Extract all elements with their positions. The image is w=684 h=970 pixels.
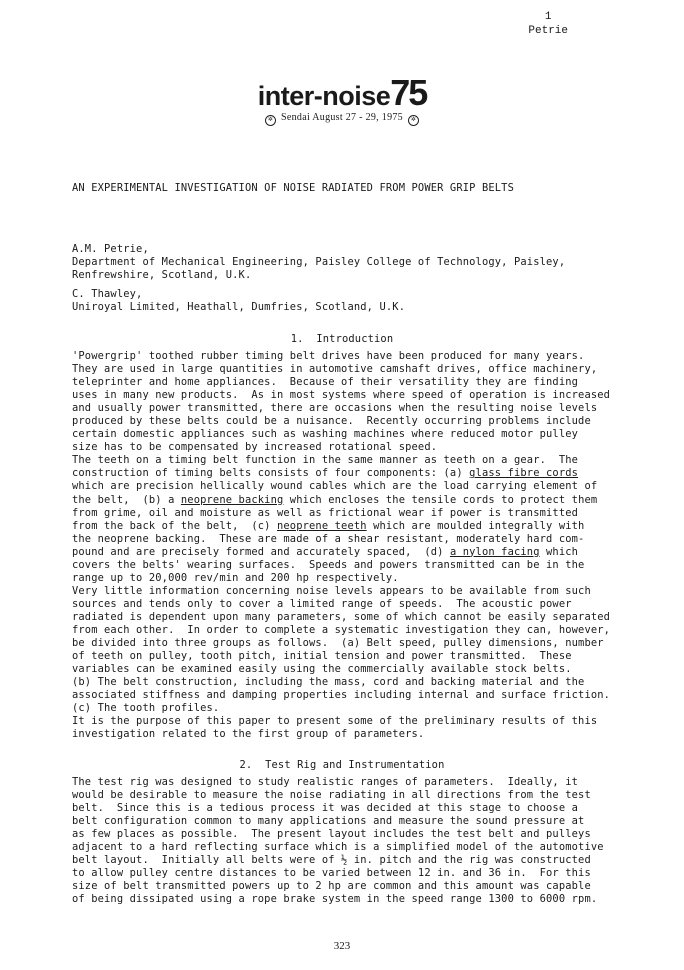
body-line: would be desirable to measure the noise radiating in all directions from the test bbox=[72, 789, 591, 802]
body-line: construction of timing belts consists of four components: (a) glass fibre cords bbox=[72, 467, 579, 480]
body-line: belt. Since this is a tedious process it was decided at this stage to choose a bbox=[72, 802, 579, 815]
logo-word: inter-noise bbox=[257, 81, 391, 111]
body-line: uses in many new products. As in most systems where speed of operation is increased bbox=[72, 389, 611, 402]
author-block bbox=[72, 243, 565, 314]
emblem-icon: ✲ bbox=[265, 115, 276, 126]
body-line: radiated is dependent upon many parameters, some of which cannot be easily separated bbox=[72, 610, 611, 623]
author-affiliation: Uniroyal Limited, Heathall, Dumfries, Scotland, U.K. bbox=[72, 301, 406, 314]
section-heading: 2. Test Rig and Instrumentation bbox=[239, 759, 445, 771]
body-line: It is the purpose of this paper to present some of the preliminary results of this bbox=[72, 715, 598, 728]
logo-subtitle bbox=[0, 112, 684, 126]
author-affiliation: Department of Mechanical Engineering, Paisley College of Technology, Paisley, bbox=[72, 256, 566, 269]
body-line: from grime, oil and moisture as well as frictional wear if power is transmitted bbox=[72, 506, 579, 519]
body-line: investigation related to the first group of parameters. bbox=[72, 728, 425, 741]
body-line: certain domestic appliances such as washing machines where reduced motor pulley bbox=[72, 428, 579, 441]
author-name: A.M. Petrie, bbox=[72, 243, 149, 255]
logo-number: 75 bbox=[390, 72, 427, 113]
paper-title: AN EXPERIMENTAL INVESTIGATION OF NOISE RADIATED FROM POWER GRIP BELTS bbox=[72, 182, 514, 194]
header-author: Petrie bbox=[528, 25, 568, 37]
author-name: C. Thawley, bbox=[72, 288, 143, 301]
body-line: the belt, (b) a neoprene backing which encloses the tensile cords to protect them bbox=[72, 493, 598, 506]
body-line: range up to 20,000 rev/min and 200 hp respectively. bbox=[72, 571, 399, 584]
body-line: belt layout. Initially all belts were of ½ in. pitch and the rig was constructed bbox=[72, 854, 591, 867]
body-line: teleprinter and home appliances. Because of their versatility they are finding bbox=[72, 376, 579, 389]
underlined-term: neoprene backing bbox=[180, 493, 284, 506]
body-line: produced by these belts could be a nuisance. Recently occurring problems include bbox=[72, 415, 591, 428]
body-line: The teeth on a timing belt function in the same manner as teeth on a gear. The bbox=[72, 454, 579, 467]
body-line: to allow pulley centre distances to be varied between 12 in. and 36 in. For this bbox=[72, 867, 591, 880]
page-footer-number: 323 bbox=[333, 940, 351, 952]
body-line: Very little information concerning noise levels appears to be available from such bbox=[72, 584, 591, 597]
body-line: from the back of the belt, (c) neoprene teeth which are moulded integrally with bbox=[72, 519, 585, 532]
body-line: size of belt transmitted powers up to 2 hp are common and this amount was capable bbox=[72, 880, 591, 893]
body-line: be divided into three groups as follows. (a) Belt speed, pulley dimensions, number bbox=[72, 637, 604, 650]
body-line: The test rig was designed to study realistic ranges of parameters. Ideally, it bbox=[72, 776, 579, 788]
body-line: covers the belts' wearing surfaces. Speeds and powers transmitted can be in the bbox=[72, 558, 585, 571]
underlined-term: neoprene teeth bbox=[276, 519, 367, 532]
page-header bbox=[528, 10, 568, 38]
section-body bbox=[72, 350, 610, 741]
body-line: of being dissipated using a rope brake system in the speed range 1300 to 6000 rpm. bbox=[72, 893, 598, 906]
body-line: belt configuration common to many applications and measure the sound pressure at bbox=[72, 815, 585, 828]
emblem-icon: ✲ bbox=[408, 115, 419, 126]
underlined-term: glass fibre cords bbox=[469, 467, 579, 480]
body-line: They are used in large quantities in automotive camshaft drives, office machinery, bbox=[72, 363, 598, 376]
author-affiliation: Renfrewshire, Scotland, U.K. bbox=[72, 269, 252, 282]
body-line: (c) The tooth profiles. bbox=[72, 702, 220, 715]
body-line: pound and are precisely formed and accurately spaced, (d) a nylon facing which bbox=[72, 545, 579, 558]
body-line: variables can be examined easily using the commercially available stock belts. bbox=[72, 663, 572, 676]
underlined-term: a nylon facing bbox=[449, 545, 540, 558]
body-line: as few places as possible. The present layout includes the test belt and pulleys bbox=[72, 828, 591, 841]
conference-logo bbox=[0, 72, 684, 126]
body-line: sources and tends only to cover a limited range of speeds. The acoustic power bbox=[72, 597, 572, 610]
body-line: the neoprene backing. These are made of a shear resistant, moderately hard com- bbox=[72, 532, 585, 545]
body-line: 'Powergrip' toothed rubber timing belt drives have been produced for many years. bbox=[72, 350, 585, 362]
body-line: associated stiffness and damping properties including internal and surface friction. bbox=[72, 689, 611, 702]
header-page-number: 1 bbox=[544, 11, 552, 23]
body-line: adjacent to a hard reflecting surface which is a simplified model of the automotive bbox=[72, 841, 604, 854]
body-line: and usually power transmitted, there are occasions when the resulting noise levels bbox=[72, 402, 598, 415]
section-heading: 1. Introduction bbox=[290, 333, 394, 345]
body-line: of teeth on pulley, tooth pitch, initial tension and power transmitted. These bbox=[72, 650, 572, 663]
body-line: which are precision hellically wound cables which are the load carrying element of bbox=[72, 480, 598, 493]
section-body bbox=[72, 776, 604, 906]
body-line: from each other. In order to complete a systematic investigation they can, however, bbox=[72, 623, 611, 636]
logo-subtitle-text: Sendai August 27 - 29, 1975 bbox=[281, 112, 403, 123]
body-line: size has to be compensated by increased rotational speed. bbox=[72, 441, 438, 454]
body-line: (b) The belt construction, including the mass, cord and backing material and the bbox=[72, 676, 585, 689]
